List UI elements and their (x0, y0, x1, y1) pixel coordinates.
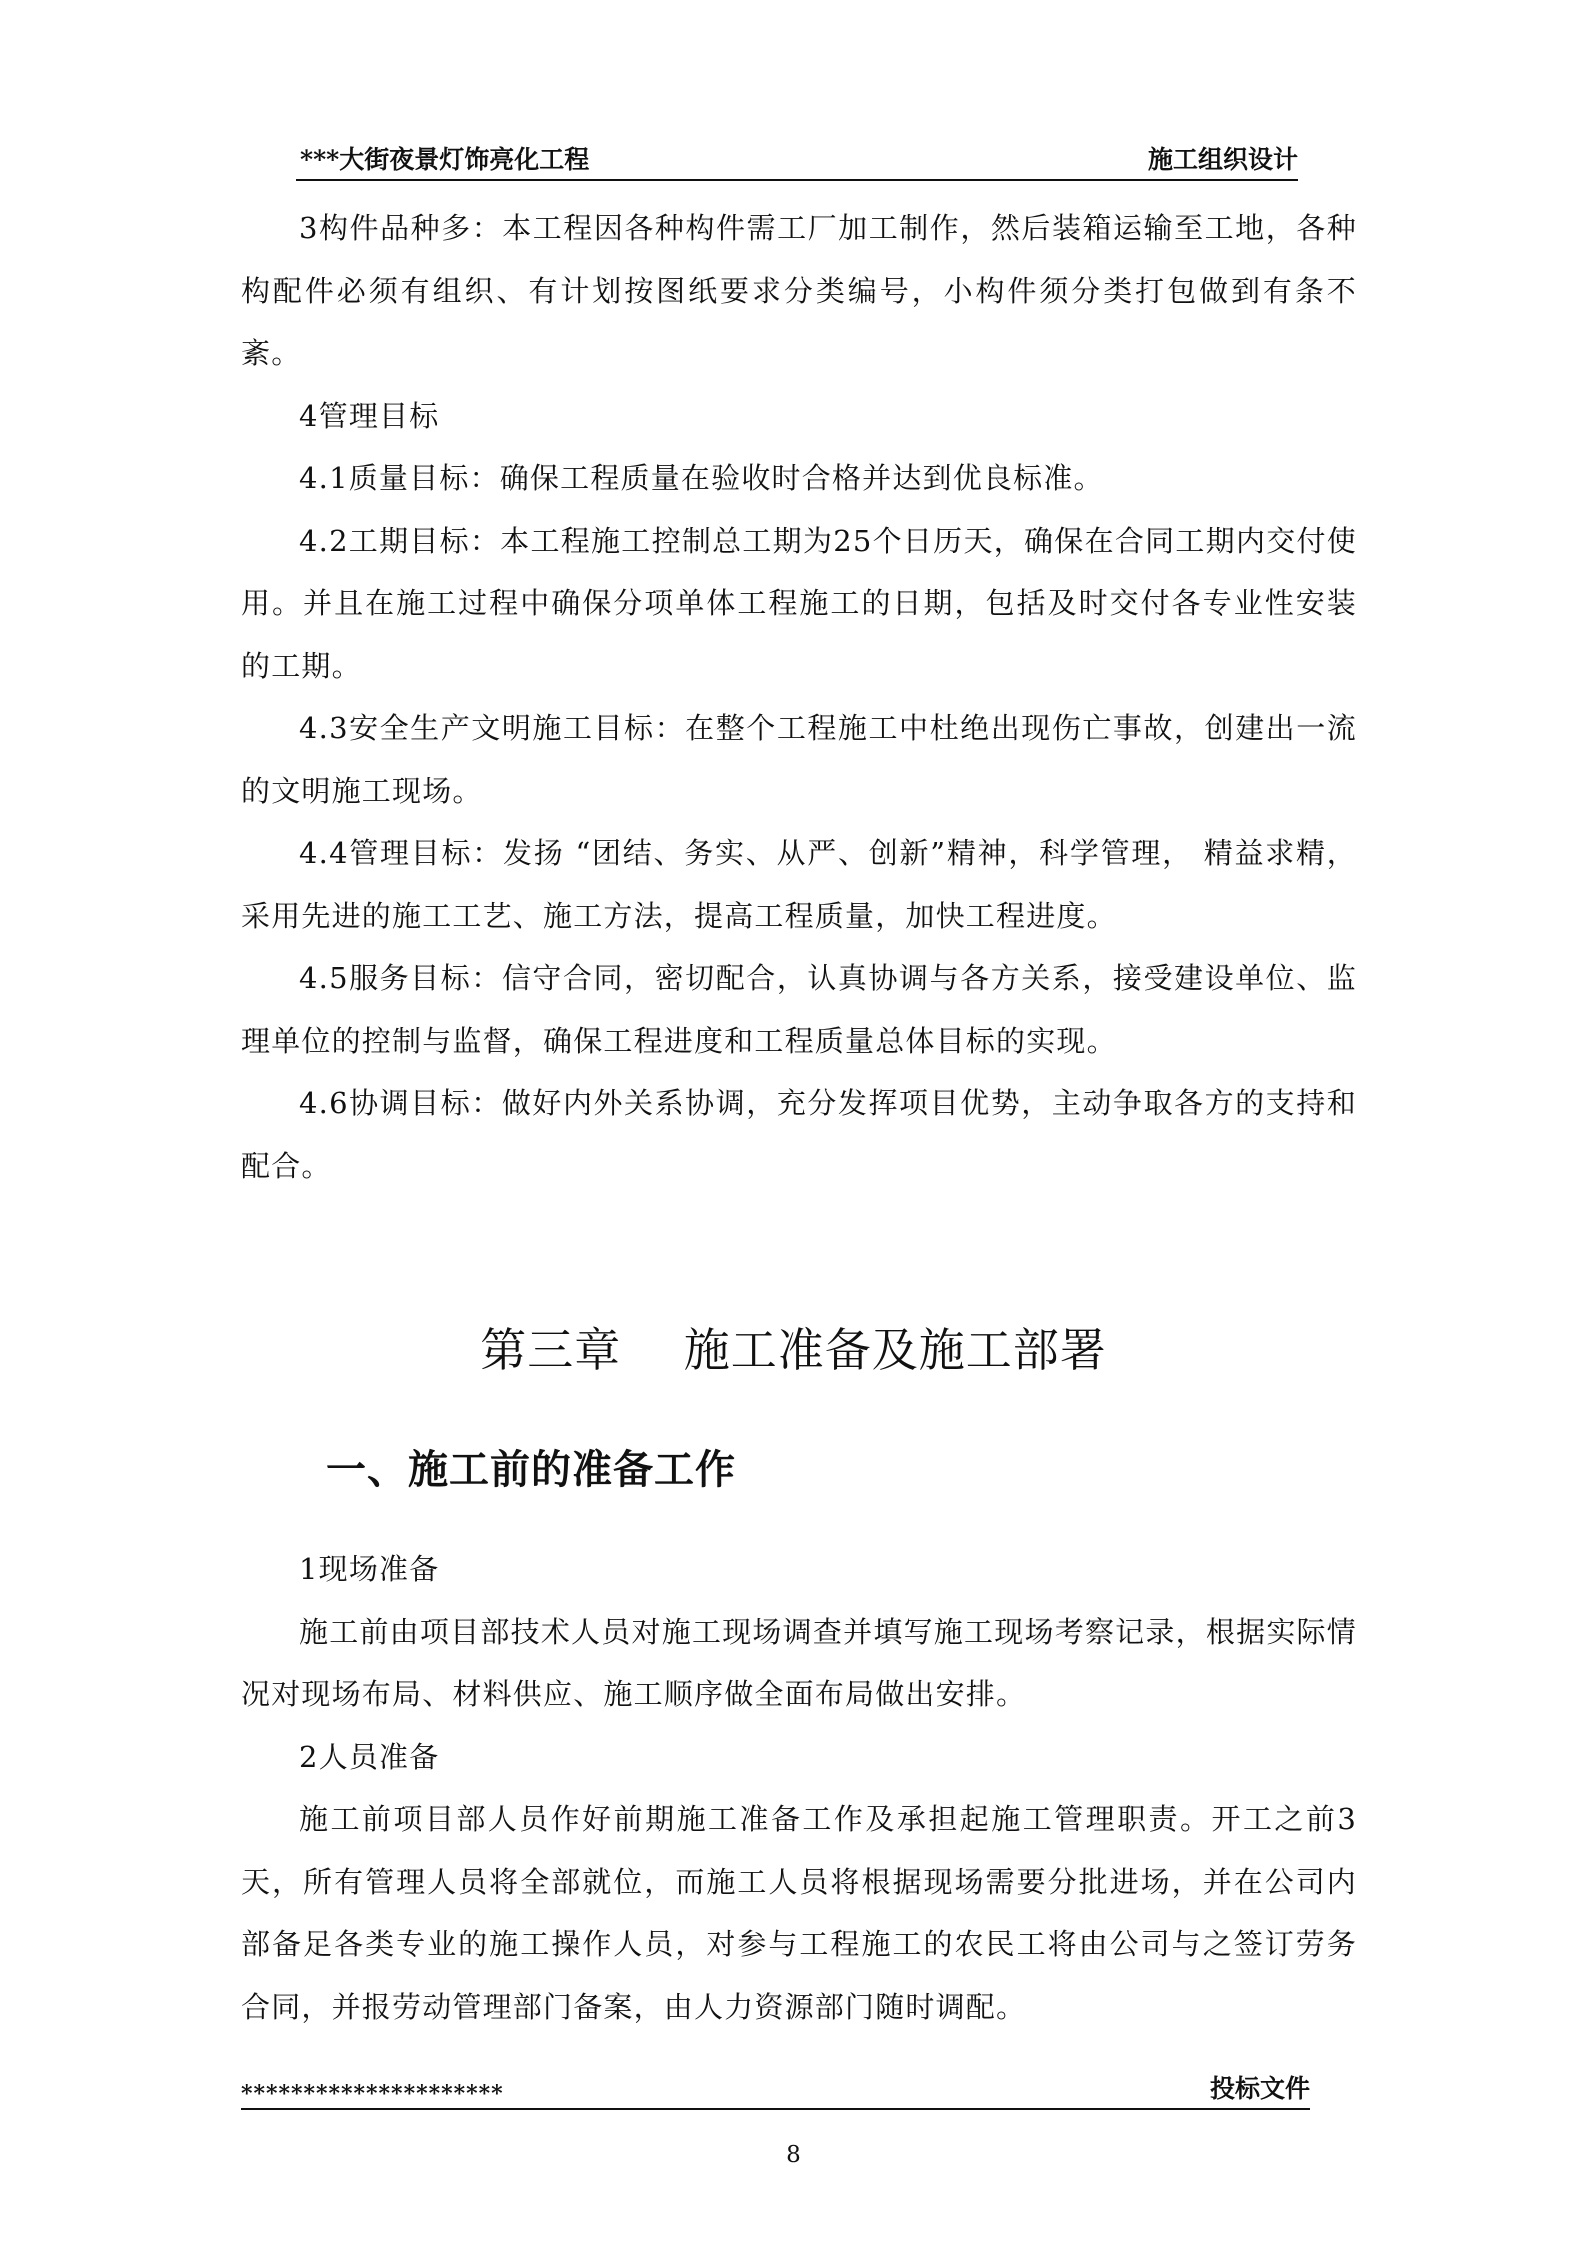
paragraph-safety-goal: 4.3安全生产文明施工目标：在整个工程施工中杜绝出现伤亡事故，创建出一流的文明施工现场。 (241, 711, 1357, 808)
header-project-title: ***大街夜景灯饰亮化工程 (300, 145, 590, 174)
paragraph-component-variety: 3构件品种多：本工程因各种构件需工厂加工制作，然后装箱运输至工地，各种构配件必须有组织、有计划按图纸要求分类编号，小构件须分类打包做到有条不紊。 (241, 211, 1357, 370)
header-rule (296, 179, 1298, 181)
chapter-title: 第三章 施工准备及施工部署 (480, 1323, 1107, 1377)
paragraph-site-prep-heading: 1现场准备 (299, 1552, 440, 1586)
page-number: 8 (786, 2142, 801, 2168)
body-text-top (241, 197, 1357, 1197)
paragraph-management-goals-heading: 4管理目标 (299, 398, 440, 433)
header-document-type: 施工组织设计 (1147, 145, 1298, 174)
paragraph-coordination-goal: 4.6协调目标：做好内外关系协调，充分发挥项目优势，主动争取各方的支持和配合。 (241, 1086, 1357, 1183)
footer-company-placeholder: ********************* (241, 2081, 504, 2107)
paragraph-staff-prep: 施工前项目部人员作好前期施工准备工作及承担起施工管理职责。开工之前3天，所有管理人员将全部就位，而施工人员将根据现场需要分批进场，并在公司内部备足各类专业的施工操作人员，对参与工程施工的农民工将由公司与之签订劳务合同，并报劳动管理部门备案，由人力资源部门随时调配。 (241, 1802, 1357, 2024)
paragraph-staff-prep-heading: 2人员准备 (299, 1739, 440, 1774)
paragraph-management-goal: 4.4管理目标：发扬 “团结、务实、从严、创新”精神，科学管理， 精益求精，采用先进的施工工艺、施工方法，提高工程质量，加快工程进度。 (241, 836, 1357, 933)
paragraph-schedule-goal: 4.2工期目标：本工程施工控制总工期为25个日历天，确保在合同工期内交付使用。并且在施工过程中确保分项单体工程施工的日期，包括及时交付各专业性安装的工期。 (241, 523, 1357, 683)
section-title: 一、施工前的准备工作 (326, 1446, 736, 1493)
footer-document-label: 投标文件 (1209, 2074, 1310, 2103)
paragraph-quality-goal: 4.1质量目标：确保工程质量在验收时合格并达到优良标准。 (299, 461, 1104, 495)
paragraph-site-prep: 施工前由项目部技术人员对施工现场调查并填写施工现场考察记录，根据实际情况对现场布局、材料供应、施工顺序做全面布局做出安排。 (241, 1614, 1357, 1711)
body-text-bottom (241, 1538, 1357, 2038)
paragraph-service-goal: 4.5服务目标：信守合同，密切配合，认真协调与各方关系，接受建设单位、监理单位的控制与监督，确保工程进度和工程质量总体目标的实现。 (241, 961, 1357, 1058)
footer-rule (241, 2108, 1310, 2110)
